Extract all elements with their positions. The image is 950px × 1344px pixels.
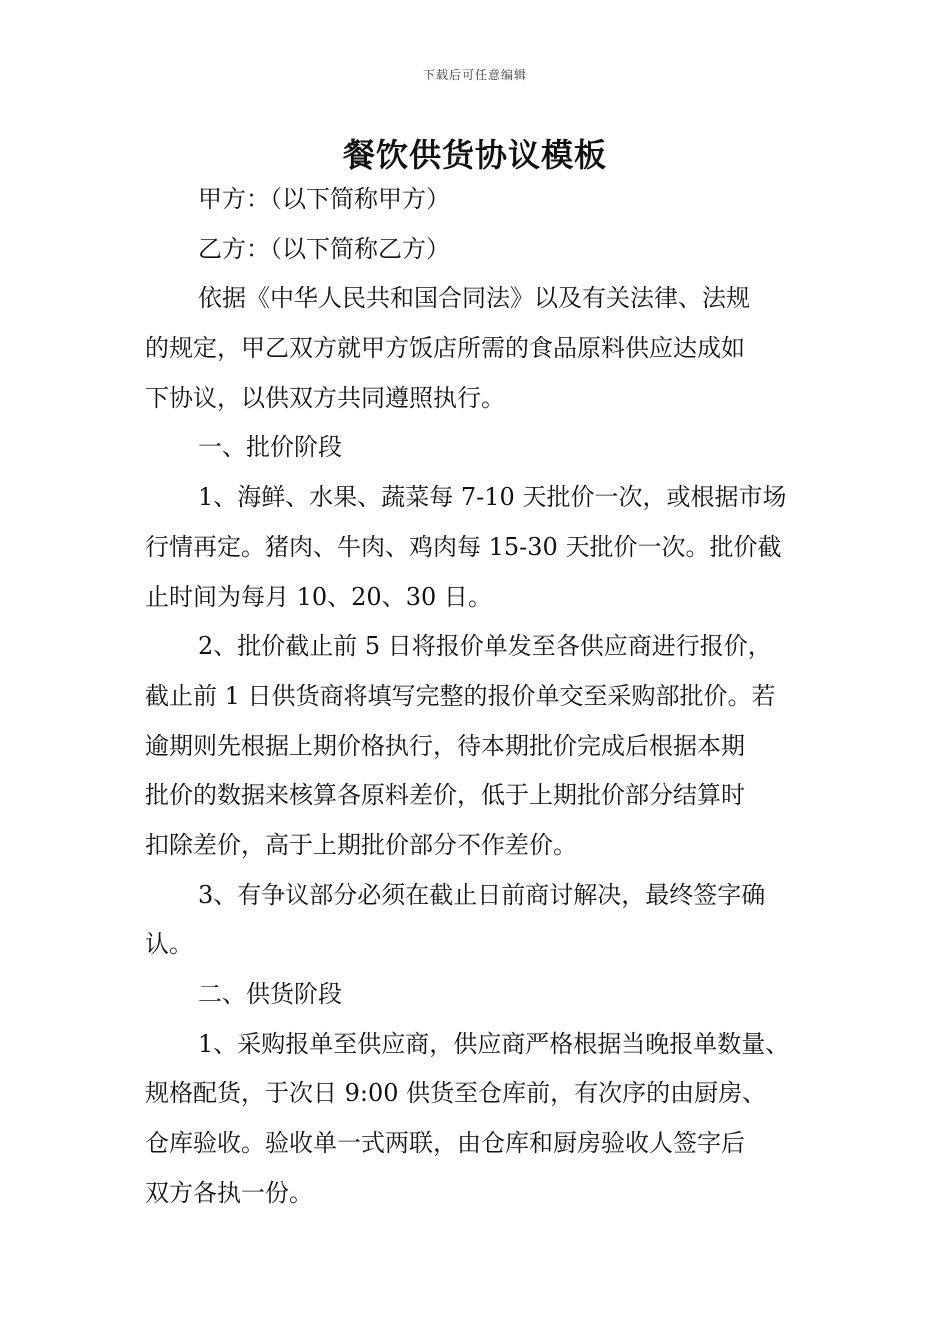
clause-line: 行情再定。猪肉、牛肉、鸡肉每 15-30 天批价一次。批价截 xyxy=(145,532,782,561)
preamble-line: 下协议，以供双方共同遵照执行。 xyxy=(145,383,505,412)
section-heading: 二、供货阶段 xyxy=(198,980,342,1008)
section-heading: 一、批价阶段 xyxy=(198,433,342,462)
clause-line: 规格配货，于次日 9:00 供货至仓库前，有次序的由厨房、 xyxy=(145,1079,767,1108)
document-body xyxy=(145,175,835,1218)
preamble-line: 的规定，甲乙双方就甲方饭店所需的食品原料供应达成如 xyxy=(145,334,745,363)
clause-line: 2、批价截止前 5 日将报价单发至各供应商进行报价， xyxy=(198,632,772,661)
clause-line: 认。 xyxy=(145,930,193,959)
clause-line: 扣除差价，高于上期批价部分不作差价。 xyxy=(145,830,577,859)
clause-line: 批价的数据来核算各原料差价，低于上期批价部分结算时 xyxy=(145,781,745,810)
clause-line: 1、采购报单至供应商，供应商严格根据当晚报单数量、 xyxy=(198,1029,790,1058)
clause-line: 截止前 1 日供货商将填写完整的报价单交至采购部批价。若 xyxy=(145,681,776,710)
clause-line: 止时间为每月 10、20、30 日。 xyxy=(145,582,492,611)
party-a-line: 甲方：（以下简称甲方） xyxy=(198,185,450,213)
document-title: 餐饮供货协议模板 xyxy=(342,136,607,174)
clause-line: 3、有争议部分必须在截止日前商讨解决，最终签字确 xyxy=(198,880,766,909)
clause-line: 1、海鲜、水果、蔬菜每 7-10 天批价一次，或根据市场 xyxy=(198,483,787,512)
preamble-line: 依据《中华人民共和国合同法》以及有关法律、法规 xyxy=(198,284,750,313)
clause-line: 仓库验收。验收单一式两联，由仓库和厨房验收人签字后 xyxy=(145,1129,745,1158)
party-b-line: 乙方：（以下简称乙方） xyxy=(198,234,450,263)
clause-line: 逾期则先根据上期价格执行，待本期批价完成后根据本期 xyxy=(145,731,745,760)
header-note: 下载后可任意编辑 xyxy=(422,68,527,82)
clause-line: 双方各执一份。 xyxy=(145,1178,313,1207)
